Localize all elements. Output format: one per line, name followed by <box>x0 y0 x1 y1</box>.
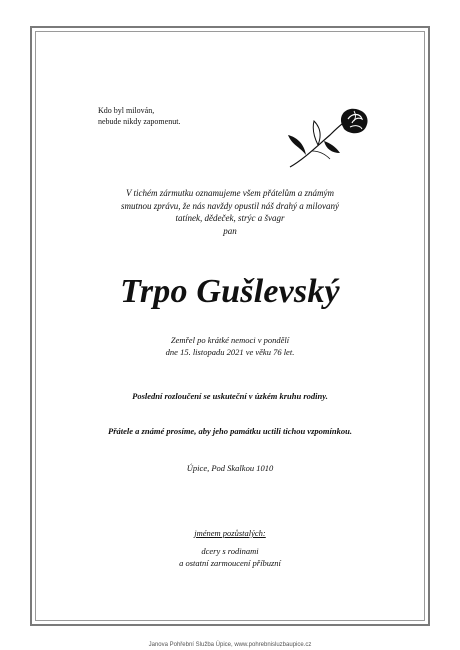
plea-text: Přátele a známé prosíme, aby jeho památku uctili tichou vzpomínkou. <box>108 426 352 436</box>
address: Úpice, Pod Skalkou 1010 <box>186 463 274 473</box>
footer-credit: Janova Pohřební Služba Úpice, www.pohrebnisluzbaupice.cz <box>148 642 312 648</box>
announcement-line-4: pan <box>223 225 237 236</box>
death-notice <box>0 334 460 358</box>
on-behalf-label <box>0 527 460 539</box>
announcement-line-1: V tichém zármutku oznamujeme všem přátelům a známým <box>125 188 335 198</box>
mourners <box>0 545 460 569</box>
deceased-name: Trpo Gušlevský <box>120 273 340 310</box>
announcement-line-3: tatínek, dědeček, strýc a švagr <box>175 213 285 223</box>
mourners-line-1: dcery s rodinami <box>201 546 259 556</box>
rose-icon <box>284 107 370 169</box>
motto-line-2: nebude nikdy zapomenut. <box>98 117 181 126</box>
mourners-line-2: a ostatní zarmoucení příbuzní <box>179 558 281 568</box>
announcement-line-2: smutnou zprávu, že nás navždy opustil náš drahý a milovaný <box>121 200 339 211</box>
on-behalf-text: jménem pozůstalých: <box>194 528 266 538</box>
death-notice-line-1: Zemřel po krátké nemoci v pondělí <box>170 335 290 345</box>
motto-line-1: Kdo byl milován, <box>98 106 155 115</box>
death-notice-line-2: dne 15. listopadu 2021 ve věku 76 let. <box>165 347 295 357</box>
announcement <box>0 187 460 237</box>
motto <box>98 105 180 127</box>
farewell-text: Poslední rozloučení se uskuteční v úzkém kruhu rodiny. <box>132 391 328 401</box>
